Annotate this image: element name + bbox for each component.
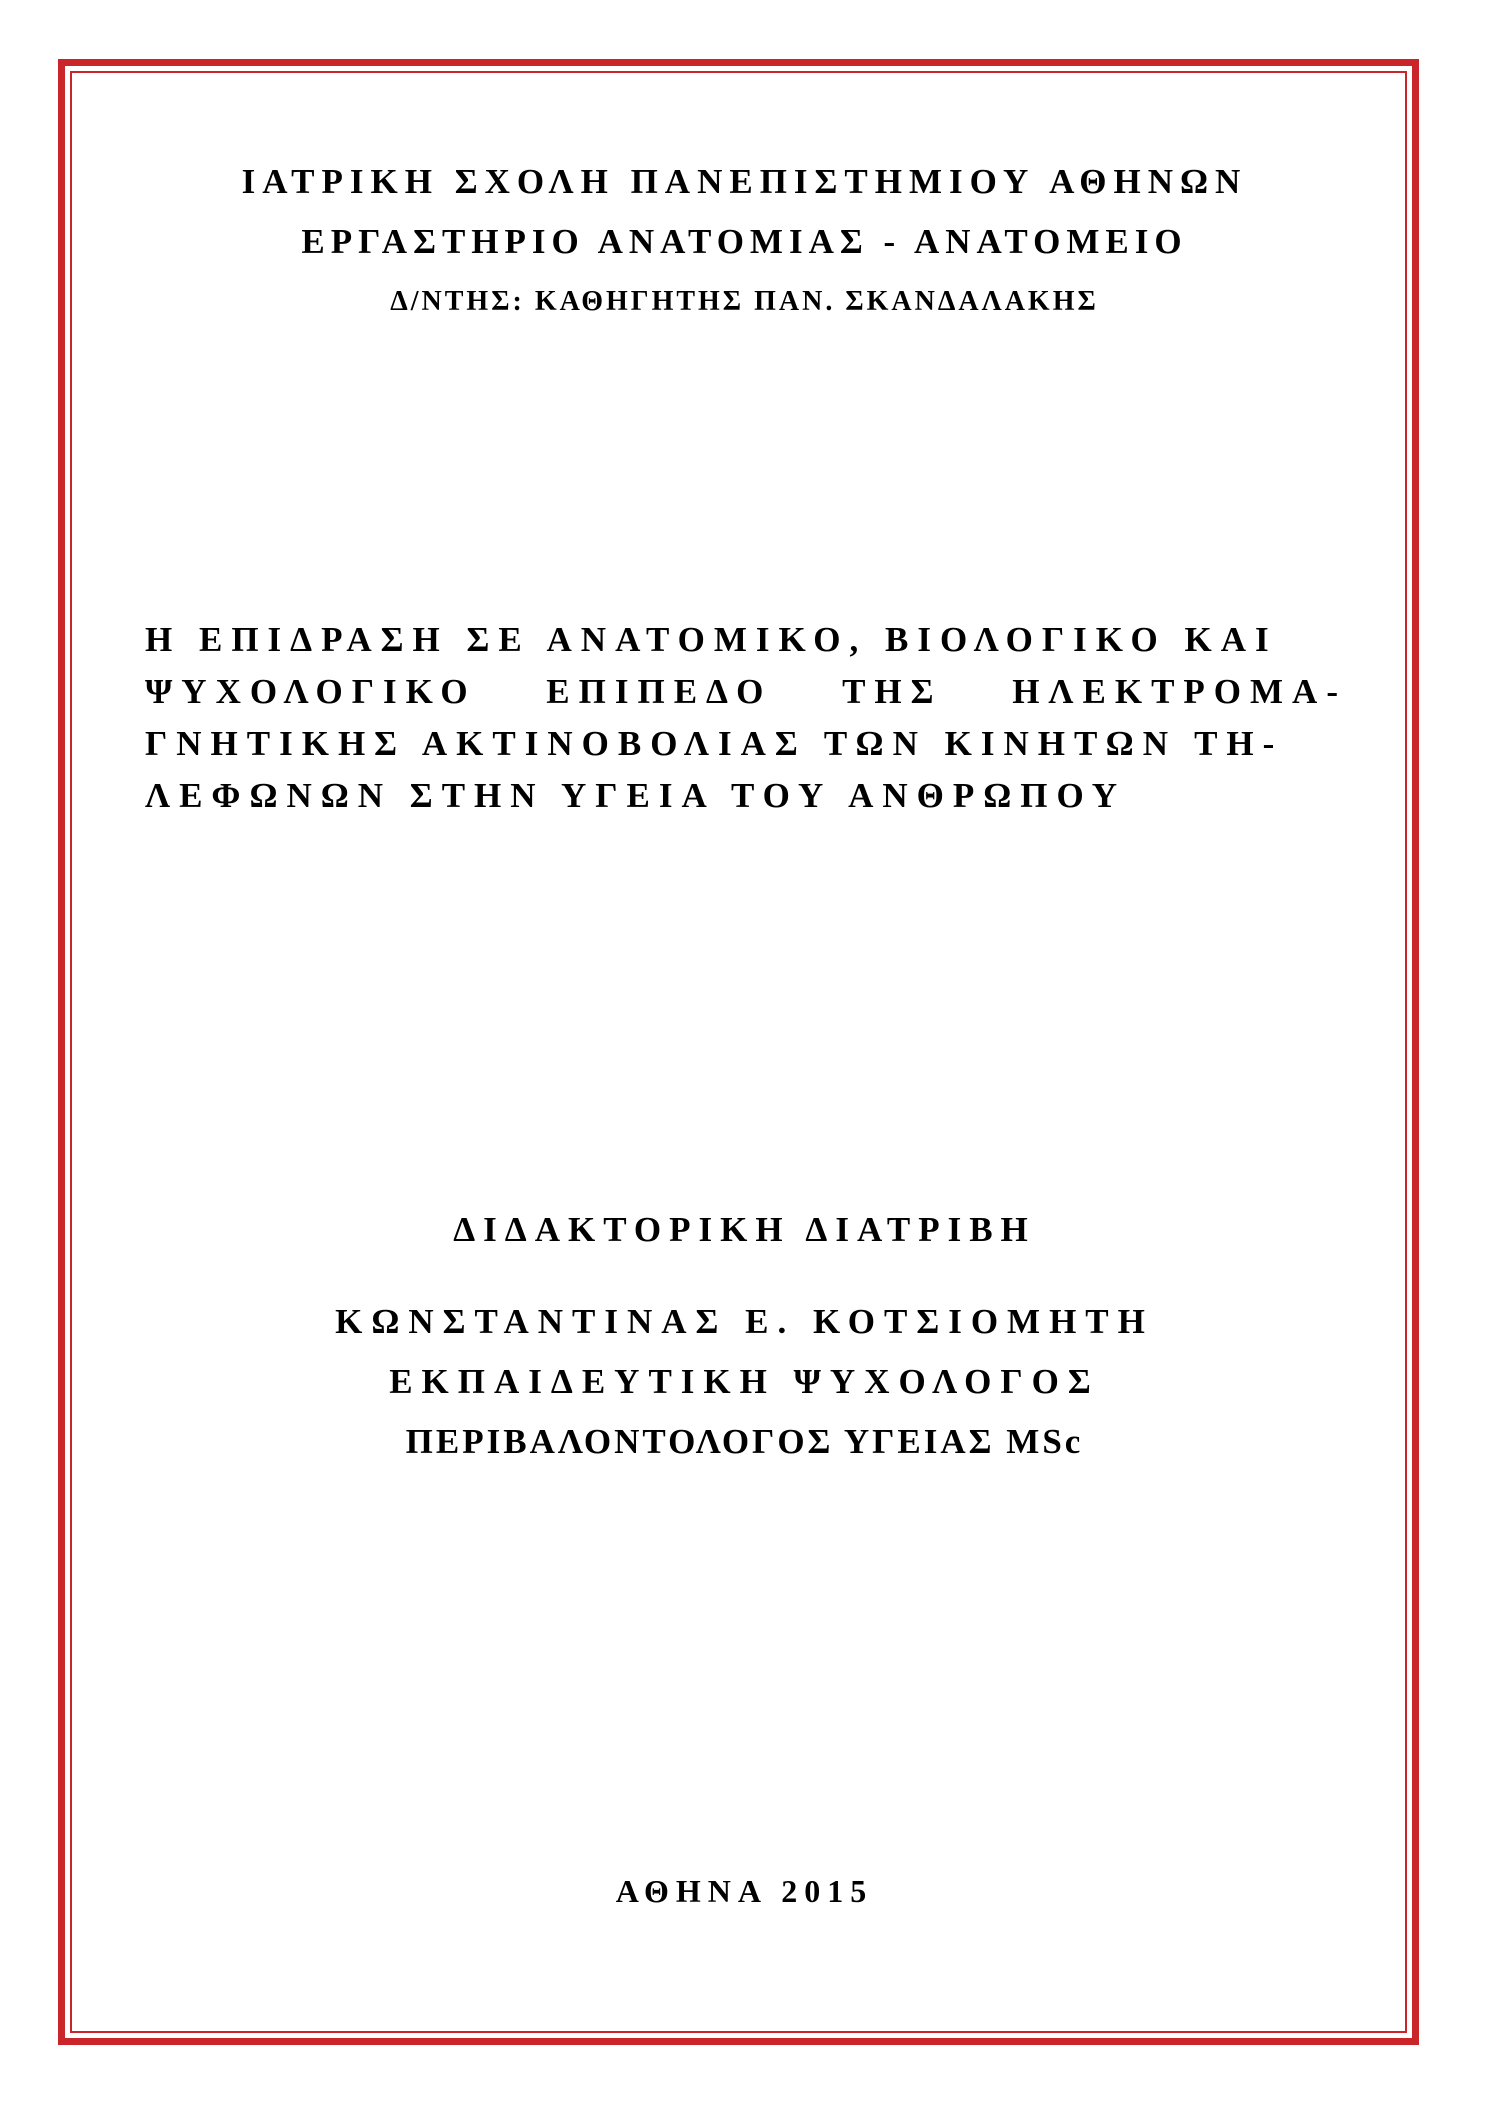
author-role: ΕΚΠΑΙΔΕΥΤΙΚΗ ΨΥΧΟΛΟΓΟΣ [389,1362,1100,1401]
page-border-inner [70,71,1407,2033]
thesis-title-line-3: ΓΝΗΤΙΚΗΣ ΑΚΤΙΝΟΒΟΛΙΑΣ ΤΩΝ ΚΙΝΗΤΩΝ ΤΗ- [145,724,1284,763]
document-type: ΔΙΔΑΚΤΟΡΙΚΗ ΔΙΑΤΡΙΒΗ [453,1210,1036,1249]
thesis-title-word: ΤΗΣ [842,672,943,711]
thesis-title-line-1: Η ΕΠΙΔΡΑΣΗ ΣΕ ΑΝΑΤΟΜΙΚΟ, ΒΙΟΛΟΓΙΚΟ ΚΑΙ [145,620,1278,659]
lab-name: ΕΡΓΑΣΤΗΡΙΟ ΑΝΑΤΟΜΙΑΣ - ΑΝΑΤΟΜΕΙΟ [301,222,1188,261]
director-line: Δ/ΝΤΗΣ: ΚΑΘΗΓΗΤΗΣ ΠΑΝ. ΣΚΑΝΔΑΛΑΚΗΣ [390,286,1099,317]
thesis-title-word: ΕΠΙΠΕΔΟ [546,672,773,711]
thesis-title-word: ΨΥΧΟΛΟΓΙΚΟ [145,672,477,711]
thesis-title-line-4: ΛΕΦΩΝΩΝ ΣΤΗΝ ΥΓΕΙΑ ΤΟΥ ΑΝΘΡΩΠΟΥ [145,776,1127,815]
author-qualification: ΠΕΡΙΒΑΛΟΝΤΟΛΟΓΟΣ ΥΓΕΙΑΣ MSc [405,1422,1084,1461]
thesis-title-line-2 [145,672,1347,712]
thesis-title-word: ΗΛΕΚΤΡΟΜΑ- [1012,672,1347,711]
school-name: ΙΑΤΡΙΚΗ ΣΧΟΛΗ ΠΑΝΕΠΙΣΤΗΜΙΟΥ ΑΘΗΝΩΝ [241,162,1248,201]
place-date: ΑΘΗΝΑ 2015 [615,1873,874,1909]
author-name: ΚΩΝΣΤΑΝΤΙΝΑΣ Ε. ΚΟΤΣΙΟΜΗΤΗ [335,1302,1154,1341]
